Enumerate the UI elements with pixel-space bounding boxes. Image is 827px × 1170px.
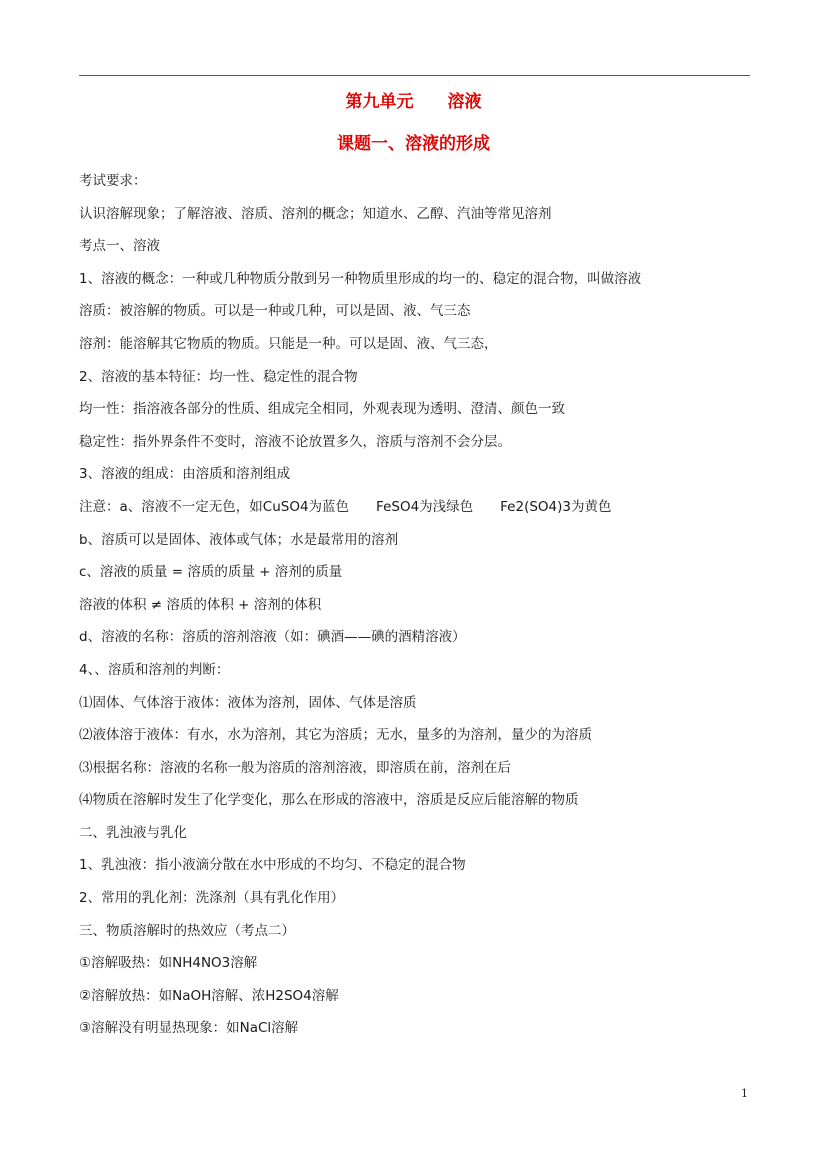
text-line: d、溶液的名称：溶质的溶剂溶液（如：碘酒——碘的酒精溶液） — [79, 629, 466, 646]
body-text — [79, 171, 750, 1051]
text-line: 认识溶解现象；了解溶液、溶质、溶剂的概念；知道水、乙醇、汽油等常见溶剂 — [79, 205, 552, 222]
text-line: b、溶质可以是固体、液体或气体；水是最常用的溶剂 — [79, 531, 399, 548]
text-line: ⑶根据名称：溶液的名称一般为溶质的溶剂溶液，即溶质在前，溶剂在后 — [79, 759, 511, 776]
text-line: ①溶解吸热：如NH4NO3溶解 — [79, 955, 258, 972]
text-line: 二、乳浊液与乳化 — [79, 824, 187, 841]
text-line: 考试要求： — [79, 173, 147, 189]
header-rule — [79, 75, 750, 76]
text-line: 3、溶液的组成：由溶质和溶剂组成 — [79, 466, 291, 483]
text-line: ⑴固体、气体溶于液体：液体为溶剂，固体、气体是溶质 — [79, 694, 417, 711]
text-line: 1、溶液的概念：一种或几种物质分散到另一种物质里形成的均一的、稳定的混合物，叫做溶液 — [79, 270, 642, 287]
text-line: 考点一、溶液 — [79, 238, 160, 255]
page-number: 1 — [741, 1087, 748, 1100]
text-line: ③溶解没有明显热现象：如NaCl溶解 — [79, 1020, 299, 1037]
text-line: 2、常用的乳化剂：洗涤剂（具有乳化作用） — [79, 890, 345, 907]
text-line: 三、物质溶解时的热效应（考点二） — [79, 922, 295, 939]
unit-title: 第九单元 溶液 — [345, 92, 482, 112]
text-line: 溶剂：能溶解其它物质的物质。只能是一种。可以是固、液、气三态， — [79, 335, 498, 352]
lesson-title: 课题一、溶液的形成 — [337, 134, 490, 154]
text-line: ⑵液体溶于液体：有水，水为溶剂，其它为溶质；无水，量多的为溶剂，量少的为溶质 — [79, 727, 592, 744]
text-line: c、溶液的质量 = 溶质的质量 + 溶剂的质量 — [79, 564, 343, 581]
text-line: 注意：a、溶液不一定无色，如CuSO4为蓝色 FeSO4为浅绿色 Fe2(SO4)3为黄色 — [79, 498, 612, 515]
text-line: ②溶解放热：如NaOH溶解、浓H2SO4溶解 — [79, 987, 339, 1004]
text-line: 溶质：被溶解的物质。可以是一种或几种，可以是固、液、气三态 — [79, 303, 471, 320]
text-line: 均一性：指溶液各部分的性质、组成完全相同，外观表现为透明、澄清、颜色一致 — [79, 401, 565, 418]
text-line: 4、、溶质和溶剂的判断： — [79, 661, 230, 678]
text-line: 溶液的体积 ≠ 溶质的体积 + 溶剂的体积 — [79, 596, 322, 613]
text-line: 2、溶液的基本特征：均一性、稳定性的混合物 — [79, 368, 358, 385]
text-line: 稳定性：指外界条件不变时，溶液不论放置多久，溶质与溶剂不会分层。 — [79, 433, 511, 450]
text-line: 1、乳浊液：指小液滴分散在水中形成的不均匀、不稳定的混合物 — [79, 857, 466, 874]
text-line: ⑷物质在溶解时发生了化学变化，那么在形成的溶液中，溶质是反应后能溶解的物质 — [79, 792, 579, 809]
